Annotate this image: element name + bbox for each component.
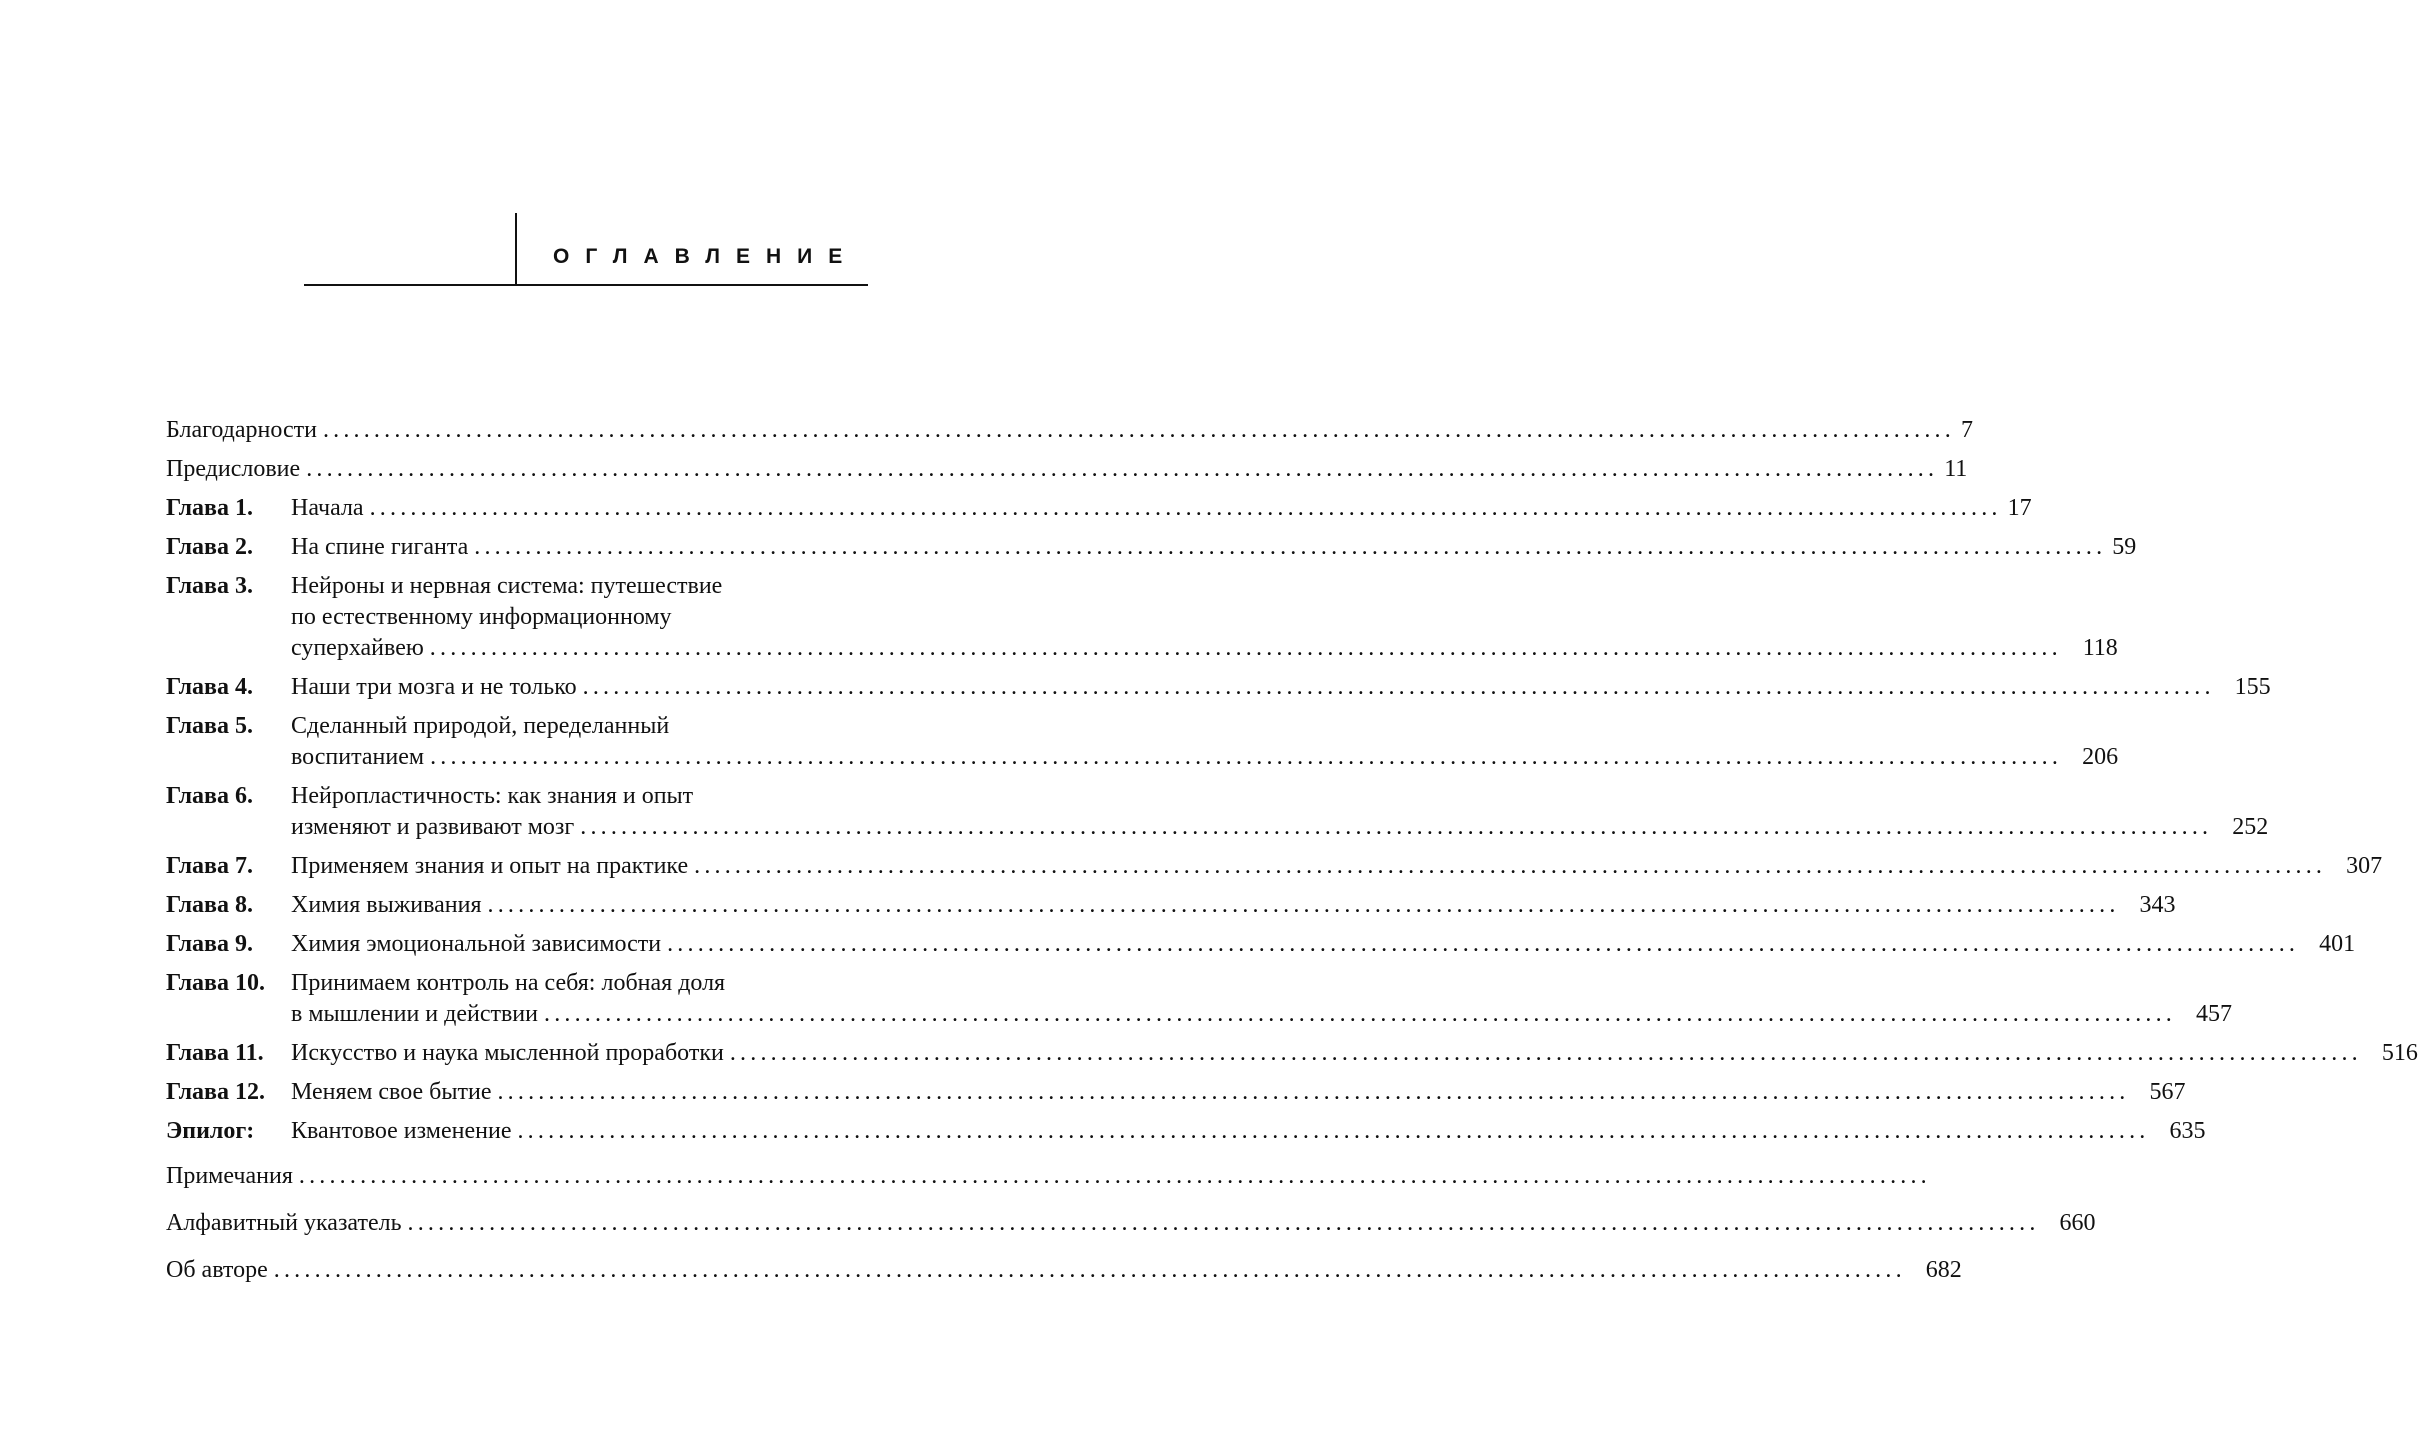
dot-leader: ................................................................................................................................................................: [497, 1079, 2130, 1105]
page-number: 206: [2082, 744, 2119, 770]
chapter-label: Глава 3.: [166, 573, 253, 599]
toc-entry-title-line: по естественному информационному: [291, 604, 672, 630]
toc-entry-title: Квантовое изменение: [291, 1118, 512, 1144]
toc-entry-title: Начала: [291, 495, 364, 521]
toc-row-body: [166, 851, 2383, 882]
toc-entry-title: Искусство и наука мысленной проработки: [291, 1040, 724, 1066]
dot-leader: ................................................................................................................................................................: [306, 456, 1939, 482]
toc-row[interactable]: [166, 532, 2137, 563]
chapter-label: Глава 2.: [166, 534, 253, 560]
toc-row-body: [166, 711, 2119, 773]
toc-row-body: [166, 672, 2271, 703]
toc-row-body: [166, 1161, 1931, 1192]
dot-leader: ................................................................................................................................................................: [407, 1210, 2040, 1236]
dot-leader: ................................................................................................................................................................: [694, 853, 2327, 879]
toc-entry-line: [166, 1208, 2096, 1239]
dot-leader: ................................................................................................................................................................: [487, 892, 2120, 918]
toc-entry-title: суперхайвею: [291, 635, 424, 661]
page-number: 567: [2149, 1079, 2186, 1105]
chapter-label: Глава 5.: [166, 713, 253, 739]
toc-entry-title-line: Нейропластичность: как знания и опыт: [291, 783, 694, 809]
dot-leader: ................................................................................................................................................................: [429, 635, 2062, 661]
dot-leader: ................................................................................................................................................................: [322, 417, 1955, 443]
toc-entry-title: Алфавитный указатель: [166, 1210, 402, 1236]
toc-row[interactable]: [166, 415, 1973, 446]
toc-entry-line: [291, 1038, 2418, 1069]
page-number: 343: [2139, 892, 2176, 918]
toc-entry-line: [291, 1077, 2186, 1108]
toc-row-body: [166, 1116, 2206, 1147]
toc-entry-line: [166, 454, 1968, 485]
chapter-label: Эпилог:: [166, 1118, 255, 1144]
toc-row-body: [166, 1038, 2418, 1069]
toc-row-body: [166, 571, 2118, 664]
toc-row-body: [166, 532, 2137, 563]
toc-row[interactable]: [166, 1077, 2186, 1108]
page-number: 516: [2381, 1040, 2418, 1066]
dot-leader: ................................................................................................................................................................: [580, 814, 2213, 840]
toc-entry-line: [291, 672, 2271, 703]
toc-row-body: [166, 415, 1973, 446]
toc-entry-title: Благодарности: [166, 417, 317, 443]
page-number: 155: [2234, 674, 2271, 700]
toc-entry-title: Предисловие: [166, 456, 301, 482]
toc-row[interactable]: [166, 968, 2232, 1030]
toc-row[interactable]: [166, 1255, 1962, 1286]
page-number: 11: [1944, 456, 1968, 482]
page-number: 457: [2196, 1001, 2232, 1027]
toc-entry-line: [166, 415, 1973, 446]
toc-entry-title: Примечания: [166, 1163, 293, 1189]
header-horizontal-rule: [304, 284, 868, 286]
toc-row-body: [166, 454, 1968, 485]
page-number: 252: [2232, 814, 2269, 840]
toc-entry-title: Химия выживания: [291, 892, 482, 918]
toc-row[interactable]: [166, 1038, 2418, 1069]
chapter-label: Глава 4.: [166, 674, 253, 700]
page-number: 660: [2059, 1210, 2096, 1236]
page-number: 118: [2082, 635, 2118, 661]
dot-leader: ................................................................................................................................................................: [298, 1163, 1931, 1189]
toc-entry-line: [166, 1255, 1962, 1286]
chapter-label: Глава 7.: [166, 853, 253, 879]
toc-entry-line: [291, 812, 2269, 843]
toc-row[interactable]: [166, 929, 2356, 960]
toc-row[interactable]: [166, 711, 2119, 773]
page-title: ОГЛАВЛЕНИЕ: [553, 245, 859, 268]
page-number: 635: [2169, 1118, 2206, 1144]
toc-entry-title: Наши три мозга и не только: [291, 674, 577, 700]
toc-row-body: [166, 890, 2176, 921]
toc-entry-line: [166, 1161, 1931, 1192]
toc-row[interactable]: [166, 890, 2176, 921]
toc-entry-line: [291, 742, 2119, 773]
toc-entry-title: На спине гиганта: [291, 534, 469, 560]
page-number: 59: [2112, 534, 2137, 560]
toc-row[interactable]: [166, 493, 2032, 524]
header-vertical-rule: [515, 213, 517, 285]
table-of-contents: [166, 415, 2418, 1286]
page-number: 307: [2346, 853, 2383, 879]
toc-row-body: [166, 968, 2232, 1030]
toc-entry-title: Химия эмоциональной зависимости: [291, 931, 662, 957]
dot-leader: ................................................................................................................................................................: [544, 1001, 2176, 1027]
toc-entry-title-line: Нейроны и нервная система: путешествие: [291, 573, 723, 599]
dot-leader: ................................................................................................................................................................: [517, 1118, 2150, 1144]
chapter-label: Глава 9.: [166, 931, 253, 957]
chapter-label: Глава 10.: [166, 970, 265, 996]
toc-entry-line: [291, 532, 2137, 563]
toc-row[interactable]: [166, 1116, 2206, 1147]
toc-entry-title: изменяют и развивают мозг: [291, 814, 575, 840]
chapter-label: Глава 12.: [166, 1079, 265, 1105]
toc-row[interactable]: [166, 1208, 2096, 1239]
toc-row-body: [166, 1255, 1962, 1286]
toc-row[interactable]: [166, 1161, 1931, 1192]
chapter-label: Глава 11.: [166, 1040, 264, 1066]
dot-leader: ................................................................................................................................................................: [273, 1257, 1906, 1283]
toc-entry-line: [291, 1116, 2206, 1147]
toc-entry-title: Меняем свое бытие: [291, 1079, 492, 1105]
toc-entry-title: воспитанием: [291, 744, 425, 770]
page-number: 7: [1960, 417, 1973, 443]
chapter-label: Глава 1.: [166, 495, 253, 521]
toc-entry-line: [291, 851, 2383, 882]
page-number: 17: [2007, 495, 2032, 521]
toc-entry-title-line: Сделанный природой, переделанный: [291, 713, 670, 739]
toc-row[interactable]: [166, 851, 2383, 882]
dot-leader: ................................................................................................................................................................: [369, 495, 2002, 521]
toc-entry-line: [291, 633, 2118, 664]
dot-leader: ................................................................................................................................................................: [430, 744, 2063, 770]
toc-row-body: [166, 781, 2269, 843]
toc-entry-line: [291, 999, 2232, 1030]
toc-entry-line: [291, 493, 2032, 524]
chapter-label: Глава 6.: [166, 783, 253, 809]
toc-row-body: [166, 929, 2356, 960]
toc-entry-title: в мышлении и действии: [291, 1001, 538, 1027]
toc-row[interactable]: [166, 454, 1968, 485]
toc-entry-line: [291, 890, 2176, 921]
dot-leader: ................................................................................................................................................................: [667, 931, 2300, 957]
toc-entry-title-line: Принимаем контроль на себя: лобная доля: [291, 970, 726, 996]
page-number: 682: [1925, 1257, 1962, 1283]
toc-row[interactable]: [166, 571, 2118, 664]
toc-entry-title: Применяем знания и опыт на практике: [291, 853, 689, 879]
dot-leader: ................................................................................................................................................................: [474, 534, 2107, 560]
toc-row-body: [166, 1077, 2186, 1108]
chapter-label: Глава 8.: [166, 892, 253, 918]
toc-entry-line: [291, 929, 2356, 960]
toc-entry-title: Об авторе: [166, 1257, 268, 1283]
toc-row-body: [166, 493, 2032, 524]
toc-row[interactable]: [166, 781, 2269, 843]
toc-row-body: [166, 1208, 2096, 1239]
dot-leader: ................................................................................................................................................................: [582, 674, 2215, 700]
page-number: 401: [2319, 931, 2356, 957]
dot-leader: ................................................................................................................................................................: [729, 1040, 2362, 1066]
toc-row[interactable]: [166, 672, 2271, 703]
